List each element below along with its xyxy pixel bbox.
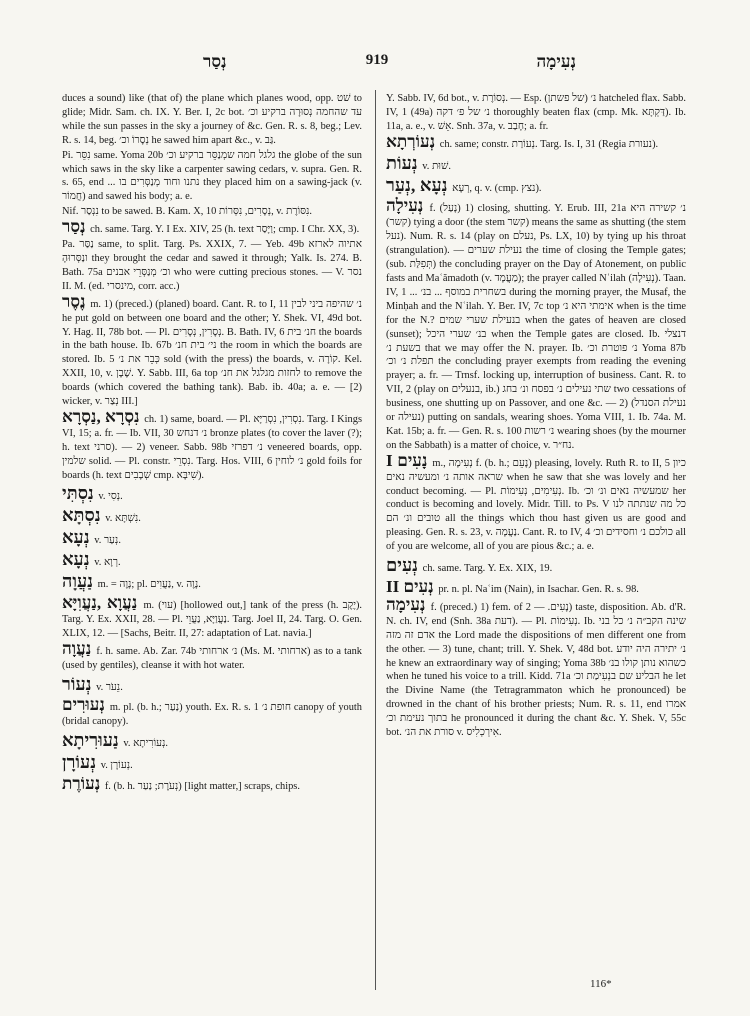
dictionary-entry <box>62 205 362 219</box>
dictionary-entry <box>62 483 362 504</box>
entry-text: f. (preced.) 1) fem. of נָעִים. — 2) taste, disposition. Ab. d'R. N. ch. IV, end (Snh. 38a דעת). — Pl. נְעִימוֹת. Ib. שינה הקב״ה נ׳ כל בני אדם זה מזה the Lord made the dispositions of men different one from the other. — 3) tune, chant; trill. Y. Shek. V, 48d bot. נ׳ יתירה היה יודע he knew an extraordinary way of singing; Yoma 38b כשהוא נותן קולו בנ׳ when he tuned his voice to a trill. Kidd. 71a הבליע שם בנְעִימַת וכ׳ he let the Divine Name (the Tetragrammaton which he pronounced) be drowned in the chant of his brother priests; Num. R. s. 11, end אמרו בתוך נעימת וכ׳ he pronounced it during the chant &c. Y. Shek. V, 55c bot. סורת את הנ׳ v. אִירְכְלִיס. <box>386 601 686 739</box>
entry-text: v. נִשְׁתָּא. <box>105 513 141 525</box>
entry-text: Nif. נִנְסַר to be sawed. B. Kam. X, 10 נְסָרִים, נִסְּרוֹת, v. נִסּוֹרֶת. <box>62 206 312 218</box>
entry-text: m. (עוי) [hollowed out,] tank of the press (h. יֶקֶב). Targ. Y. Ex. XXII, 28. — Pl. נַעֲוַיָּא, נַעֲוֵי. Targ. Joel II, 24. Targ. O. Gen. XLIX, 12. — [Sachs, Beitr. II, 27: adaptation of Lat. navia.] <box>62 600 362 639</box>
entry-text: duces a sound) like (that of) the plane which planes wood, opp. שׁט to glide; Midr. Sam. ch. IX. Y. Ber. I, 2c bot. עד שהחמה נְסוּרָה ברקיע וכ׳ while the sun passes in the sky a journey of &c. Gen. R. s. 8, beg.; Lev. R. s. 14, beg. נְסָרוֹ וכ׳ he sawed him apart &c., v. גַּב. <box>62 93 362 146</box>
entry-text: ch. same. Targ. Y. Ex. XIX, 19. <box>422 563 553 575</box>
dictionary-entry <box>62 92 362 148</box>
dictionary-entry <box>62 149 362 205</box>
entry-headword: נַעֲוָא ,נַעֲוִיָּא <box>62 593 138 612</box>
entry-text: m. pl. (b. h.; נַעַר) youth. Ex. R. s. 1 חופת נ׳ canopy of youth (bridal canopy). <box>62 702 363 728</box>
entry-headword: נְעוֹת <box>386 152 418 173</box>
entry-text: ch. same; constr. נְעוֹרַת. Targ. Is. I, 31 (Regia נעורת). <box>439 138 659 150</box>
entry-text: pr. n. pl. Naʿim (Nain), in Isachar. Gen. R. s. 98. <box>438 584 639 595</box>
dictionary-entry <box>386 594 686 740</box>
dictionary-entry <box>62 505 362 526</box>
entry-headword: נְעוֹר <box>62 673 92 694</box>
dictionary-entry <box>62 571 362 592</box>
dictionary-entry <box>62 673 362 695</box>
entry-text: v. נֵעֹר. <box>96 681 123 693</box>
dictionary-entry <box>62 527 362 548</box>
entry-text: m. = נָוֶה; pl. נַעֲוִים, v. נָוֶה. <box>97 579 201 591</box>
dictionary-entry <box>62 695 363 729</box>
entry-headword: נְעִים II <box>386 577 434 596</box>
entry-text: v. נְסִי. <box>98 491 123 503</box>
entry-headword: נַעֲוָה <box>62 571 93 592</box>
left-column <box>62 92 362 795</box>
entry-headword: נְעָא <box>62 549 90 570</box>
dictionary-entry <box>62 752 362 773</box>
dictionary-entry <box>386 577 686 597</box>
dictionary-entry <box>386 196 687 452</box>
dictionary-entry <box>62 238 362 294</box>
entry-headword: נְעוּרִים <box>62 695 105 715</box>
dictionary-entry <box>62 217 362 237</box>
entry-headword: נַעֲוָה <box>62 638 92 658</box>
folio-signature: 116* <box>590 978 612 990</box>
dictionary-entry <box>62 291 362 409</box>
entry-text: Pi. נִסֵּר same. Yoma 20b גלגל חמה שמְנַסֵּר ברקיע וכ׳ the globe of the sun which saws in the sky like a carpenter sawing cedars, v. supra. Gen. R. s. 65, end ... נתנו וחוד מְנַסְּרִים בו they placed him on a sawing-jack (v. חֲמוֹר) and sawed his body; a. e. <box>62 149 362 203</box>
dictionary-entry <box>386 555 686 576</box>
entry-headword: נְעִימָה <box>386 594 426 614</box>
entry-text: ch. 1) same, board. — Pl. נִסְרִין, נִסְרַיָּא. Targ. I Kings VI, 15; a. fr. — Ib. VII, 30 נ׳ דנחש bronze plates (to cover the laver (?); h. text סרני). — 2) veneer. Sabb. 98b נ׳ דפרזי veneered boards, opp. שלמין solid. — Pl. constr. נִסְרֵי. Targ. Hos. VIII, 6 נ׳ לוחין gold foils for boards (h. text שְׁבָבִים cmp. שִׁיבָּא). <box>62 413 362 481</box>
entry-headword: נִסְתִּי <box>62 483 94 504</box>
entry-headword: נְעָא ,נְעַר <box>386 174 448 195</box>
entry-text: f. (b. h. נְעֹרֶת; נַעַר) [light matter,] scraps, chips. <box>104 781 300 793</box>
dictionary-entry <box>62 638 362 673</box>
dictionary-entry <box>386 131 686 152</box>
dictionary-entry <box>62 406 362 483</box>
running-head-right: נְעִימָה <box>536 52 576 71</box>
running-head <box>58 52 696 74</box>
entry-headword: נְעוֹרָן <box>62 752 97 773</box>
entry-headword: נַעוּרִיתָא <box>62 730 119 751</box>
running-head-left: נְסַר <box>203 52 227 71</box>
entry-text: v. רְוָא. <box>94 557 121 569</box>
entry-text: f. (נָעַל) 1) closing, shutting. Y. Erub. III, 21a נ׳ קשירה היא (קשר) tying a door (the stem קשר) means the same as shutting (the stem נעל). Num. R. s. 14 (play on נעלם, Ps. LX, 10) by tying up his throat (strangulation). — נעילת שערים the time of closing the Temple gates; (sub. תְּפִלַּת) the concluding prayer on the Day of Atonement, on public fasts and Maʿămadoth (v. מַעֲמָד); the prayer called Nʿilah (נְעִילָה). Taan. IV, 1 ... בשחרית במוסף ... בנ׳ during the morning prayer, the Musaf, the Minḥah and the Nʿilah. Y. Ber. IV, 7c top אימתי היא נ׳ when is the time for the N.? בנעילת שערי שמים when the gates of heaven are closed (sunset); בנ׳ שערי היכל when the Temple gates are closed. Ib. דנצלי בשעת נ׳ that we may offer the N. prayer. Ib. נ׳ פוטרת וכ׳ Yoma 87b תפלת נ׳ וכ׳ the concluding prayer exempts from reading the evening prayer; a. fr. — Trnsf. locking up, interruption of business. Cant. R. to VII, 2 (play on בנעלים, ib.) שתי נעילים נ׳ בפסח ונ׳ בחג two cessations of business, one shutting up on Passover, and one &c. — 2) (נעילת הסנדל or נעילה) putting on sandals, wearing shoes. Yoma VIII, 1. Ib. 74a. M. Kat. 15b; a. fr. — Gen. R. s. 100 נ׳ רשות wearing shoes (by the mourner on the Sabbath) is a matter of choice, v. נח״ר. <box>386 203 687 451</box>
entry-text: v. נְעַר. <box>94 535 121 547</box>
entry-text: v. שׁוּת. <box>422 160 451 172</box>
entry-headword: נְעוֹרֶת <box>62 774 101 794</box>
entry-headword: נְעִילָה <box>386 196 424 216</box>
dictionary-entry <box>386 450 687 554</box>
entry-headword: נְסַר <box>62 217 86 237</box>
dictionary-entry <box>62 730 362 751</box>
dictionary-entry <box>62 593 362 641</box>
entry-text: m., נְעִימָה f. (b. h.; נָעֵם) pleasing, lovely. Ruth R. to II, 5 כיון שראה אותה נ׳ ומעשיה נאים when he saw that she was lovely and her conduct becoming. — Pl. נְעִימִים, נְעִימוֹת. Ib. שמעשיה נאים ונ׳ וכ׳ her conduct is becoming and lovely. Midr. Till. to Ps. V כל מה שנתתה לנו טובים ונ׳ הם all the things which thou hast given us are good and pleasing. Gen. R. s. 23, v. נַעֲמָה. Cant. R. to IV, 4 כולכם נ׳ וחסידים וכ׳ all of you are welcome, all of you are pious &c.; a. e. <box>386 457 687 553</box>
dictionary-entry <box>386 174 686 196</box>
entry-text: Y. Sabb. IV, 6d bot., v. נְסוֹרֶת. — Esp. (של פשתן) נ׳ hatcheled flax. Sabb. IV, 1 (49a) נ׳ של פ׳ דקה thoroughly beaten flax (cmp. Mk. דַּקְתָּא). Ib. 11a, a. e., v. אֵשׁ. Snh. 37a, v. חָבַב; a. fr. <box>386 93 686 132</box>
dictionary-entry <box>62 549 362 570</box>
entry-headword: נֶסֶר <box>62 291 86 311</box>
dictionary-entry <box>386 92 686 134</box>
entry-headword: נִסְתָּא <box>62 505 101 526</box>
entry-headword: נִסְרָא ,נַסְרָא <box>62 406 140 426</box>
page-number: 919 <box>365 52 389 68</box>
entry-headword: נְעוֹרְתָא <box>386 131 436 151</box>
column-divider <box>375 90 376 990</box>
entry-headword: נְעִים <box>386 555 418 576</box>
entry-text: רְעָא, q. v. (cmp. נצץ). <box>452 182 542 194</box>
dictionary-entry <box>62 774 362 794</box>
entry-text: f. h. same. Ab. Zar. 74b נ׳ ארחותי (Ms. M. ארחותי) as to a tank (used by gentiles), cleanse it with hot water. <box>62 645 362 671</box>
entry-text: Pa. נַסַּר same, to split. Targ. Ps. XXIX, 7. — Yeb. 49b אתיוה לארזא ונַסְּרוּהָ they brought the cedar and sawed it through; Yalk. Is. 274. B. Bath. 75a וכ׳ מְנַסְּרֵי אבנים who were cutting precious stones. — V. נסר II. M. (ed. מינסרי, corr. acc.) <box>62 239 362 292</box>
dictionary-entry <box>386 152 686 174</box>
right-column <box>386 92 686 741</box>
entry-text: ch. same. Targ. Y. I Ex. XIV, 25 (h. text וַיָּסַר; cmp. I Chr. XX, 3). <box>90 224 360 236</box>
entry-text: m. 1) (preced.) (planed) board. Cant. R. to I, 11 נ׳ שהיפה ביני לבין he put gold on between one board and the other; Y. Shek. VI, 49d bot. Y. Hag. II, 78b bot. — Pl. נְסָרִין, נְסָרִים. B. Bath. IV, 6 חנ׳ בית the boards in the bath house. Ib. 67b ני׳ בית חנ׳ the room in which the boards are stored. Ib. 5 כְּבֵר את נ׳ sold (with the press) the boards, v. קוֹרָה. Kel. XXII, 10, v. שֶׁבֶן. Y. Sabb. III, 6a top לחזות מגלגל את חנ׳ to remove the boards (which covered the bathing tank). Bab. ib. 40a; a. e. — [2) wicker, v. נְצַר III.] <box>62 298 362 408</box>
entry-headword: נָעִים I <box>386 450 428 470</box>
entry-text: v. נְעוֹרָן. <box>100 760 133 772</box>
entry-text: v. נְעוֹרִיתָא. <box>123 738 169 750</box>
entry-headword: נְעָא <box>62 527 90 548</box>
